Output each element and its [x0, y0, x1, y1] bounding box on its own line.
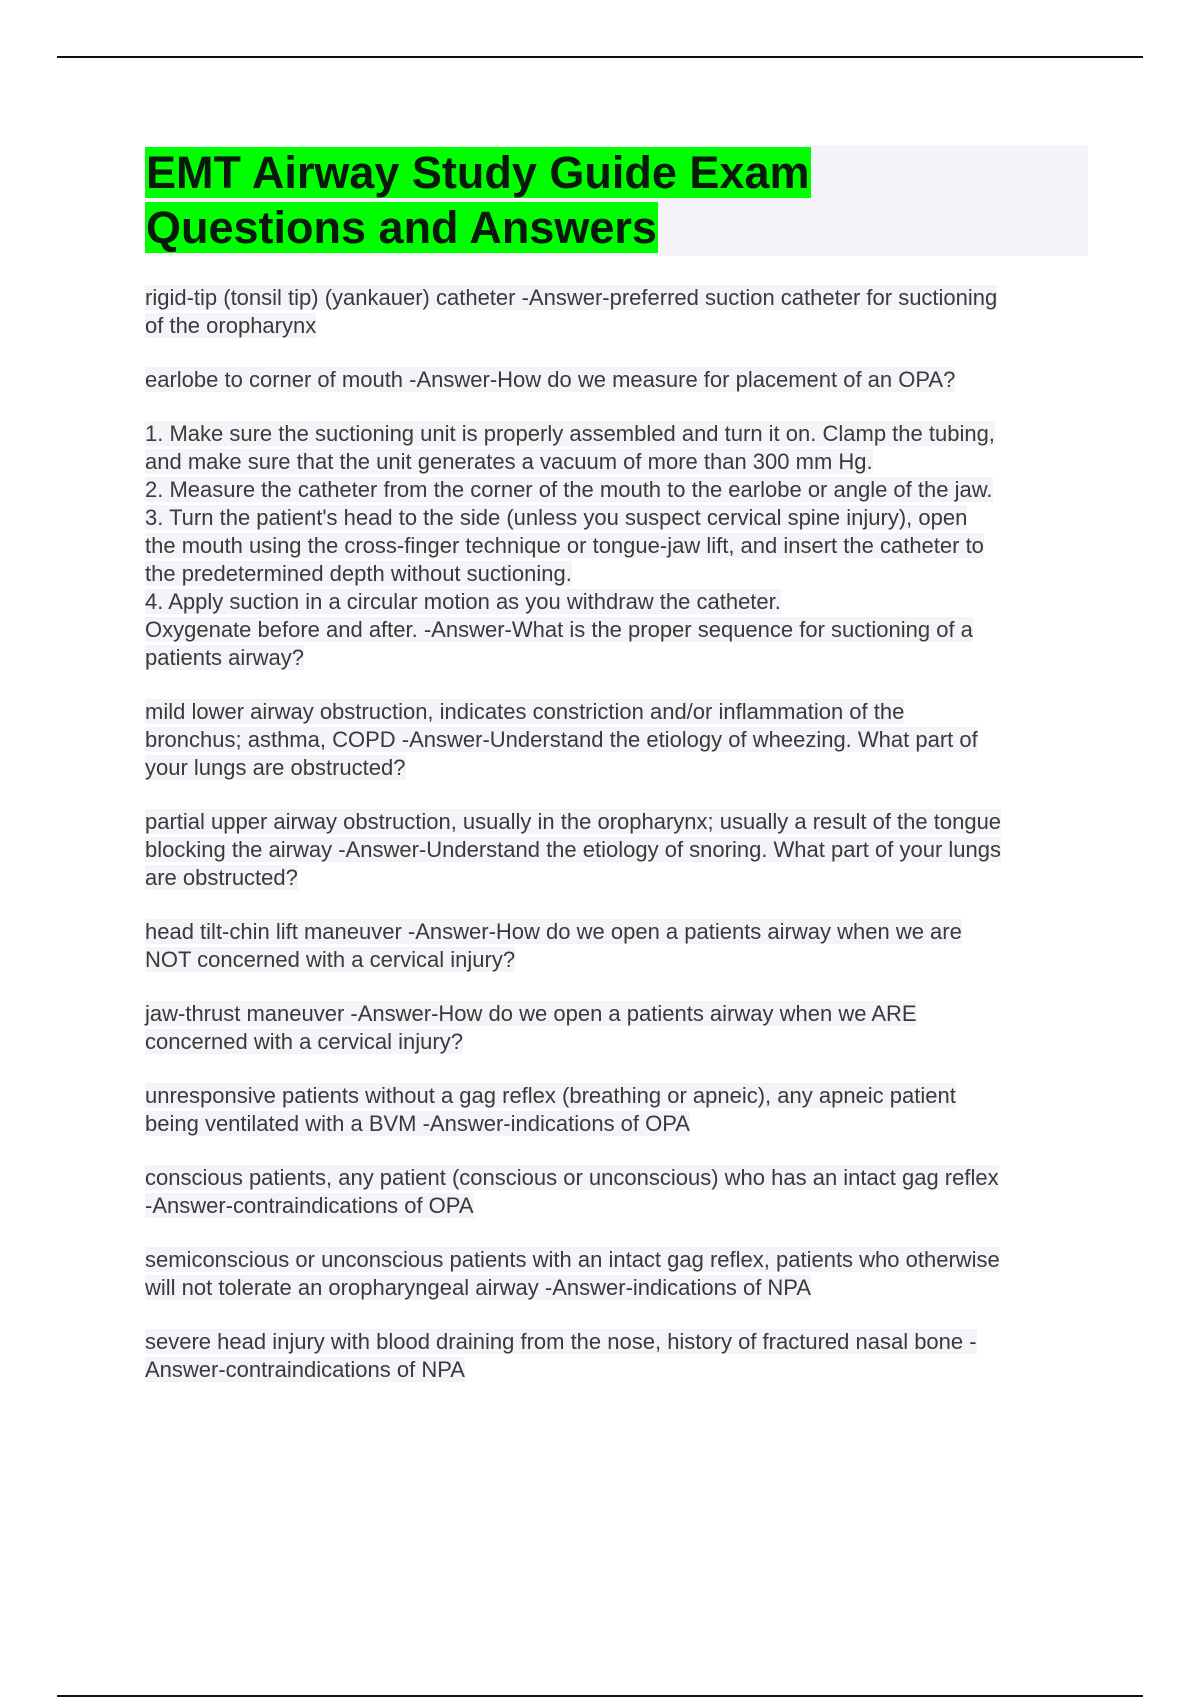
qa-entry-text: severe head injury with blood draining from the nose, history of fractured nasal bone -: [145, 1329, 977, 1354]
qa-entry-line: [145, 504, 1090, 532]
qa-entry-text: are obstructed?: [145, 865, 298, 890]
qa-entry-text: the predetermined depth without suctioning.: [145, 561, 572, 586]
qa-list: [145, 284, 1090, 1410]
qa-entry-line: [145, 644, 1090, 672]
qa-entry: [145, 808, 1090, 892]
title-line-1: EMT Airway Study Guide Exam: [146, 147, 810, 198]
qa-entry-line: [145, 448, 1090, 476]
qa-entry-line: [145, 1328, 1090, 1356]
qa-entry-text: your lungs are obstructed?: [145, 755, 406, 780]
qa-entry: [145, 420, 1090, 672]
qa-entry-text: Oxygenate before and after. -Answer-What is the proper sequence for suctioning of a: [145, 617, 973, 642]
title-block: [145, 145, 1088, 256]
qa-entry-text: Answer-contraindications of NPA: [145, 1357, 465, 1382]
qa-entry-text: -Answer-contraindications of OPA: [145, 1193, 474, 1218]
qa-entry-line: [145, 588, 1090, 616]
qa-entry-text: will not tolerate an oropharyngeal airway -Answer-indications of NPA: [145, 1275, 812, 1300]
qa-entry-text: patients airway?: [145, 645, 304, 670]
qa-entry-text: earlobe to corner of mouth -Answer-How do we measure for placement of an OPA?: [145, 367, 956, 392]
qa-entry-text: mild lower airway obstruction, indicates constriction and/or inflammation of the: [145, 699, 905, 724]
qa-entry-text: of the oropharynx: [145, 313, 317, 338]
title-line-2: Questions and Answers: [146, 202, 657, 253]
qa-entry-text: head tilt-chin lift maneuver -Answer-How do we open a patients airway when we are: [145, 919, 962, 944]
qa-entry-line: [145, 476, 1090, 504]
qa-entry-text: 1. Make sure the suctioning unit is properly assembled and turn it on. Clamp the tubing,: [145, 421, 995, 446]
qa-entry-line: [145, 1274, 1090, 1302]
qa-entry-text: semiconscious or unconscious patients with an intact gag reflex, patients who otherwise: [145, 1247, 1000, 1272]
qa-entry-text: concerned with a cervical injury?: [145, 1029, 463, 1054]
qa-entry-text: rigid-tip (tonsil tip) (yankauer) catheter -Answer-preferred suction catheter for suctioning: [145, 285, 998, 310]
qa-entry-text: NOT concerned with a cervical injury?: [145, 947, 516, 972]
qa-entry: [145, 284, 1090, 340]
qa-entry-line: [145, 918, 1090, 946]
qa-entry-line: [145, 1082, 1090, 1110]
qa-entry: [145, 918, 1090, 974]
qa-entry-line: [145, 420, 1090, 448]
qa-entry-line: [145, 698, 1090, 726]
qa-entry-text: unresponsive patients without a gag reflex (breathing or apneic), any apneic patient: [145, 1083, 956, 1108]
qa-entry-line: [145, 1110, 1090, 1138]
qa-entry-line: [145, 366, 1090, 394]
qa-entry-line: [145, 1164, 1090, 1192]
qa-entry-line: [145, 1000, 1090, 1028]
qa-entry: [145, 1082, 1090, 1138]
qa-entry-line: [145, 284, 1090, 312]
qa-entry-line: [145, 726, 1090, 754]
qa-entry-text: being ventilated with a BVM -Answer-indications of OPA: [145, 1111, 690, 1136]
bottom-rule: [57, 1695, 1143, 1697]
qa-entry-text: and make sure that the unit generates a vacuum of more than 300 mm Hg.: [145, 449, 873, 474]
qa-entry-line: [145, 946, 1090, 974]
qa-entry: [145, 1000, 1090, 1056]
qa-entry-text: bronchus; asthma, COPD -Answer-Understand the etiology of wheezing. What part of: [145, 727, 978, 752]
qa-entry-text: partial upper airway obstruction, usually in the oropharynx; usually a result of the tongue: [145, 809, 1002, 834]
qa-entry: [145, 1246, 1090, 1302]
qa-entry: [145, 1328, 1090, 1384]
qa-entry-text: 4. Apply suction in a circular motion as you withdraw the catheter.: [145, 589, 781, 614]
qa-entry-text: 2. Measure the catheter from the corner of the mouth to the earlobe or angle of the jaw.: [145, 477, 993, 502]
document-title: [145, 145, 1088, 255]
qa-entry-line: [145, 312, 1090, 340]
qa-entry: [145, 698, 1090, 782]
qa-entry-text: 3. Turn the patient's head to the side (unless you suspect cervical spine injury), open: [145, 505, 968, 530]
qa-entry: [145, 366, 1090, 394]
qa-entry-line: [145, 754, 1090, 782]
qa-entry-line: [145, 616, 1090, 644]
qa-entry-line: [145, 808, 1090, 836]
qa-entry-text: jaw-thrust maneuver -Answer-How do we open a patients airway when we ARE: [145, 1001, 917, 1026]
qa-entry-line: [145, 560, 1090, 588]
qa-entry-line: [145, 1192, 1090, 1220]
qa-entry-text: the mouth using the cross-finger technique or tongue-jaw lift, and insert the catheter to: [145, 533, 984, 558]
qa-entry-line: [145, 864, 1090, 892]
qa-entry-line: [145, 1028, 1090, 1056]
qa-entry-text: blocking the airway -Answer-Understand the etiology of snoring. What part of your lungs: [145, 837, 1001, 862]
qa-entry-line: [145, 532, 1090, 560]
qa-entry-text: conscious patients, any patient (conscious or unconscious) who has an intact gag reflex: [145, 1165, 999, 1190]
qa-entry-line: [145, 836, 1090, 864]
qa-entry-line: [145, 1356, 1090, 1384]
qa-entry: [145, 1164, 1090, 1220]
top-rule: [57, 56, 1143, 58]
qa-entry-line: [145, 1246, 1090, 1274]
